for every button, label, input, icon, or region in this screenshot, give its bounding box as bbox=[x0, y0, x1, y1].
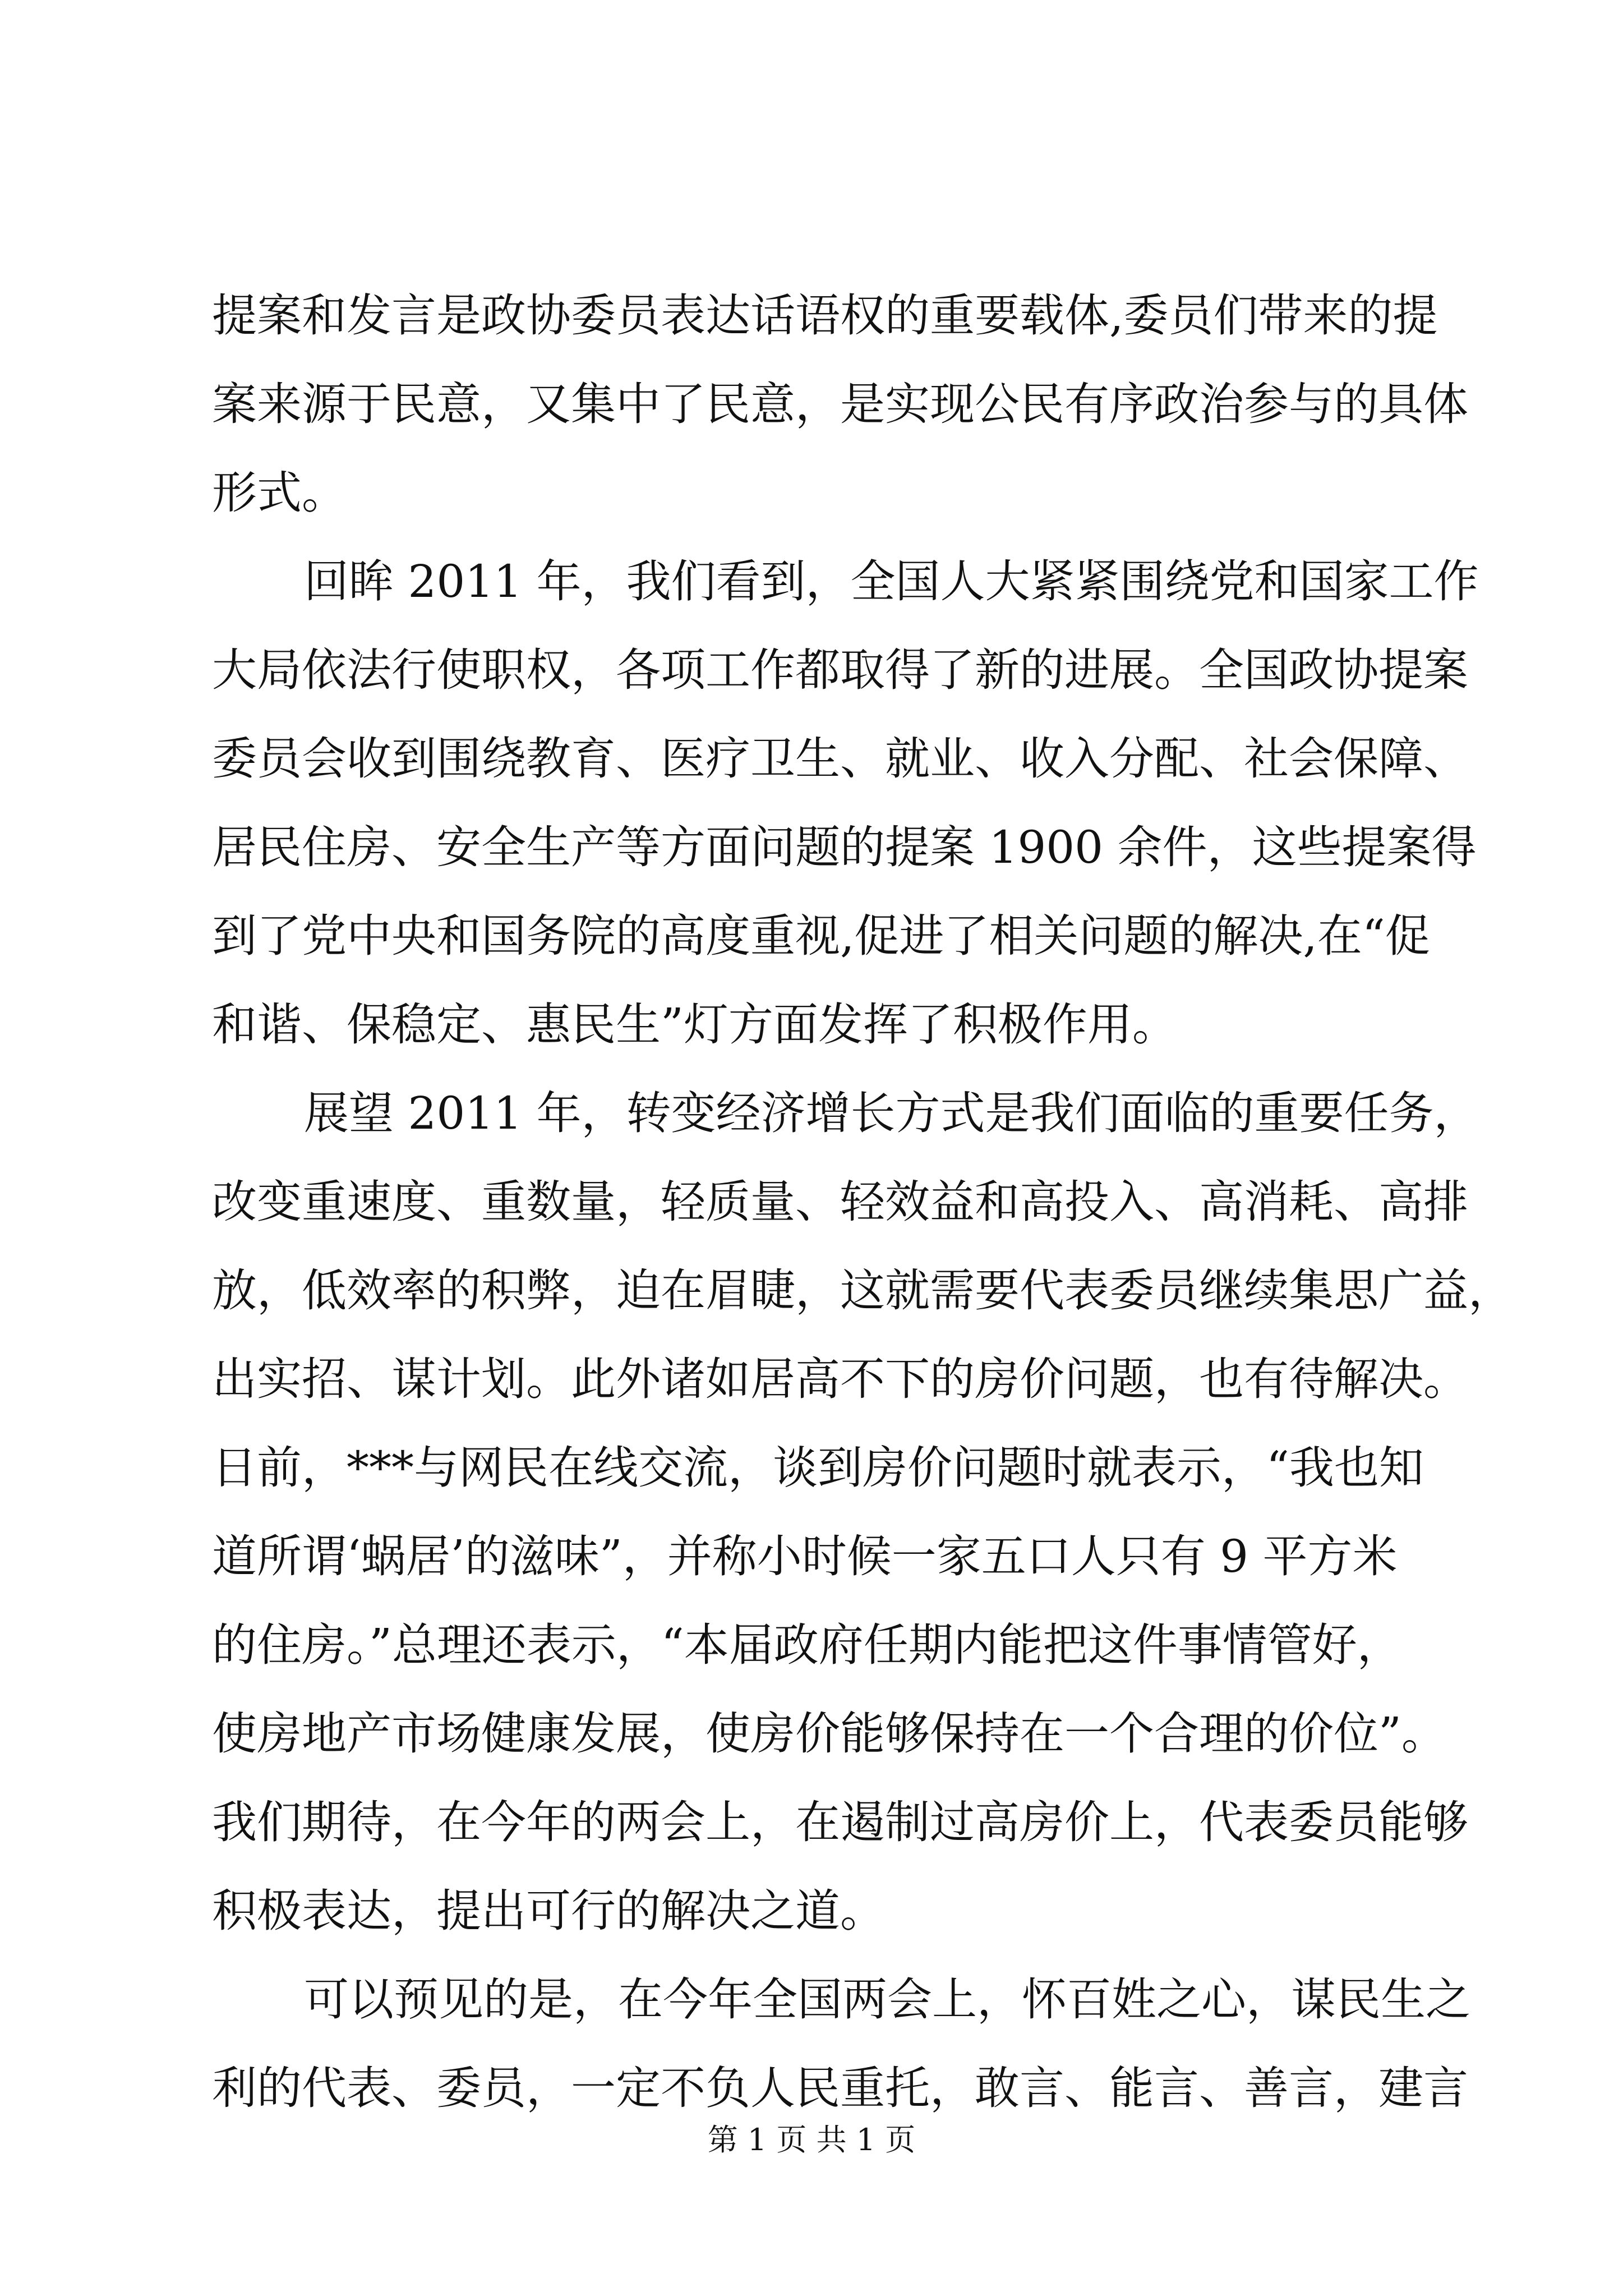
text-line: 居民住房、安全生产等方面问题的提案 1900 余件，这些提案得 bbox=[212, 821, 1477, 873]
text-line: 利的代表、委员，一定不负人民重托，敢言、能言、善言，建言 bbox=[212, 2062, 1468, 2114]
text-line: 的住房。”总理还表示，“本届政府任期内能把这件事情管好， bbox=[212, 1619, 1402, 1671]
paragraph-first-line: 回眸 2011 年，我们看到，全国人大紧紧围绕党和国家工作 bbox=[304, 555, 1479, 608]
paragraph-first-line: 展望 2011 年，转变经济增长方式是我们面临的重要任务， bbox=[304, 1087, 1479, 1139]
text-line: 放，低效率的积弊，迫在眉睫，这就需要代表委员继续集思广益， bbox=[212, 1264, 1513, 1317]
text-line: 使房地产市场健康发展，使房价能够保持在一个合理的价位”。 bbox=[212, 1708, 1446, 1760]
text-line: 委员会收到围绕教育、医疗卫生、就业、收入分配、社会保障、 bbox=[212, 733, 1468, 785]
text-line: 改变重速度、重数量，轻质量、轻效益和高投入、高消耗、高排 bbox=[212, 1176, 1468, 1228]
text-line: 案来源于民意，又集中了民意，是实现公民有序政治参与的具体 bbox=[212, 378, 1468, 430]
text-line: 出实招、谋计划。此外诸如居高不下的房价问题，也有待解决。 bbox=[212, 1353, 1468, 1405]
text-line: 日前，***与网民在线交流，谈到房价问题时就表示，“我也知 bbox=[212, 1442, 1424, 1494]
page-number-footer: 第 1 页 共 1 页 bbox=[707, 2122, 916, 2157]
text-line: 提案和发言是政协委员表达话语权的重要载体,委员们带来的提 bbox=[212, 289, 1438, 342]
paragraph-first-line: 可以预见的是，在今年全国两会上，怀百姓之心，谋民生之 bbox=[304, 1973, 1470, 2026]
text-line: 我们期待，在今年的两会上，在遏制过高房价上，代表委员能够 bbox=[212, 1796, 1468, 1848]
text-line: 大局依法行使职权，各项工作都取得了新的进展。全国政协提案 bbox=[212, 644, 1468, 696]
text-line: 和谐、保稳定、惠民生”灯方面发挥了积极作用。 bbox=[212, 999, 1177, 1051]
text-line: 道所谓‘蜗居’的滋味”，并称小时候一家五口人只有 9 平方米 bbox=[212, 1530, 1398, 1582]
text-line: 形式。 bbox=[212, 467, 347, 519]
text-line: 到了党中央和国务院的高度重视,促进了相关问题的解决,在“促 bbox=[212, 910, 1430, 962]
text-line: 积极表达，提出可行的解决之道。 bbox=[212, 1885, 885, 1937]
